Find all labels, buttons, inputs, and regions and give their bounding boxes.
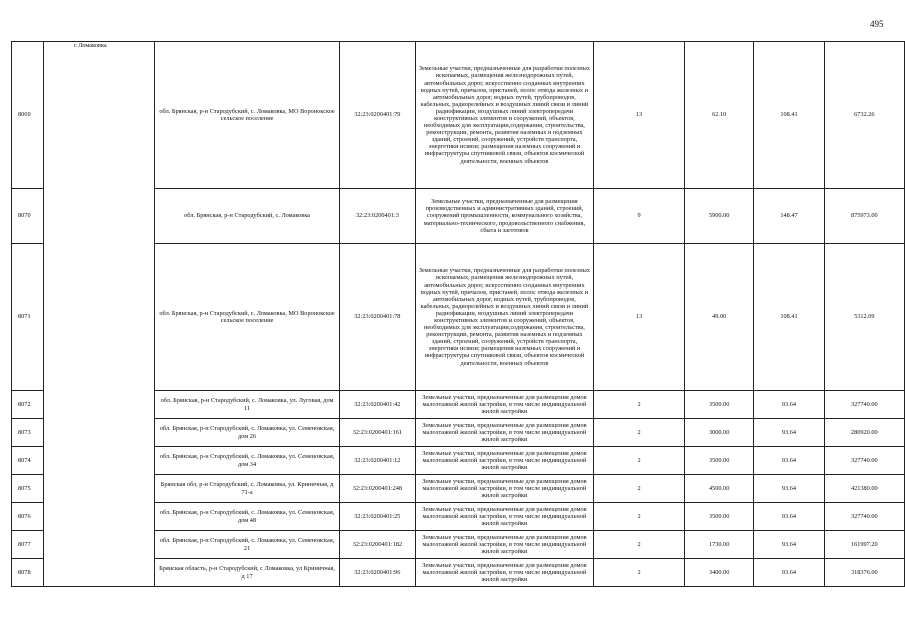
value-cell: 875973.00 — [824, 189, 904, 244]
land-use-cell: Земельные участки, предназначенные для размещения домов малоэтажной жилой застройки, в том числе индивидуальной жилой застройки — [415, 531, 593, 559]
rate-cell: 148.47 — [754, 189, 824, 244]
cadastral-number-cell: 32:23:0200401:96 — [340, 559, 416, 587]
rate-cell: 108.41 — [754, 42, 824, 189]
rate-cell: 93.64 — [754, 447, 824, 475]
area-cell: 3500.00 — [685, 391, 754, 419]
row-number: 8073 — [12, 419, 44, 447]
land-use-cell: Земельные участки, предназначенные для разработки полезных ископаемых, размещения железнодорожных путей, автомобильных дорог, искусственно созданных внутренних водных путей, причалов, пристаней, полос отвода железных и автомобильных дорог, водных путей, трубопроводов, кабельных, радиорелейных и воздушных линий связи и линий радиофикации, воздушных линий электропередачи конструктивных элементов и сооружений, объектов, необходимых для эксплуатации,содержания, строительства, реконструкции, ремонта, развития наземных и подземных зданий, строений, сооружений, устройств транспорта, энергетики исвязи; размещения наземных сооружений и инфраструктуры спутниковой связи, объектов космической деятельности, военных объектов — [415, 244, 593, 391]
area-cell: 62.10 — [685, 42, 754, 189]
use-code-cell: 2 — [594, 391, 685, 419]
land-use-cell: Земельные участки, предназначенные для разработки полезных ископаемых, размещения железнодорожных путей, автомобильных дорог, искусственно созданных внутренних водных путей, причалов, пристаней, полос отвода железных и автомобильных дорог, водных путей, трубопроводов, кабельных, радиорелейных и воздушных линий связи и линий радиофикации, воздушных линий электропередачи конструктивных элементов и сооружений, объектов, необходимых для эксплуатации,содержания, строительства, реконструкции, ремонта, развития наземных и подземных зданий, строений, сооружений, устройств транспорта, энергетики исвязи; размещения наземных сооружений и инфраструктуры спутниковой связи, объектов космической деятельности, военных объектов — [415, 42, 593, 189]
locality-continuation: с Ломаковка — [43, 42, 154, 587]
cadastral-number-cell: 32:23:0200401:78 — [340, 244, 416, 391]
cadastral-number-cell: 32:23:0200401:248 — [340, 475, 416, 503]
row-number: 8076 — [12, 503, 44, 531]
use-code-cell: 2 — [594, 503, 685, 531]
address-cell: обл. Брянская, р-н Стародубский, с. Ломаковка, ул. Семеновская, дом 48 — [155, 503, 340, 531]
use-code-cell: 2 — [594, 531, 685, 559]
table-row — [12, 42, 905, 189]
area-cell: 3500.00 — [685, 503, 754, 531]
rate-cell: 93.64 — [754, 503, 824, 531]
use-code-cell: 13 — [594, 244, 685, 391]
row-number: 8078 — [12, 559, 44, 587]
land-use-cell: Земельные участки, предназначенные для размещения домов малоэтажной жилой застройки, в том числе индивидуальной жилой застройки — [415, 391, 593, 419]
area-cell: 5900.00 — [685, 189, 754, 244]
cadastral-number-cell: 32:23:0200401:25 — [340, 503, 416, 531]
cadastral-number-cell: 32:23:0200401:161 — [340, 419, 416, 447]
rate-cell: 93.64 — [754, 419, 824, 447]
address-cell: обл. Брянская, р-н Стародубский, с. Ломаковка, МО Воронокское сельское поселение — [155, 244, 340, 391]
address-cell: обл. Брянская, р-н Стародубский, с. Ломаковка, МО Воронокское сельское поселение — [155, 42, 340, 189]
rate-cell: 108.41 — [754, 244, 824, 391]
cadastral-number-cell: 32:23:0200401:12 — [340, 447, 416, 475]
land-use-cell: Земельные участки, предназначенные для размещения домов малоэтажной жилой застройки, в том числе индивидуальной жилой застройки — [415, 419, 593, 447]
address-cell: обл. Брянская, р-н Стародубский, с. Ломаковка — [155, 189, 340, 244]
value-cell: 421380.00 — [824, 475, 904, 503]
value-cell: 161997.20 — [824, 531, 904, 559]
value-cell: 5312.09 — [824, 244, 904, 391]
row-number: 8077 — [12, 531, 44, 559]
area-cell: 3400.00 — [685, 559, 754, 587]
rate-cell: 93.64 — [754, 391, 824, 419]
row-number: 8069 — [12, 42, 44, 189]
row-number: 8075 — [12, 475, 44, 503]
rate-cell: 93.64 — [754, 531, 824, 559]
value-cell: 280920.00 — [824, 419, 904, 447]
land-use-cell: Земельные участки, предназначенные для размещения домов малоэтажной жилой застройки, в том числе индивидуальной жилой застройки — [415, 475, 593, 503]
land-use-cell: Земельные участки, предназначенные для размещения домов малоэтажной жилой застройки, в том числе индивидуальной жилой застройки — [415, 503, 593, 531]
cadastral-number-cell: 32:23:0200401:79 — [340, 42, 416, 189]
area-cell: 1730.00 — [685, 531, 754, 559]
address-cell: обл. Брянская, р-н Стародубский, с. Ломаковка, ул. Семеновская, дом 34 — [155, 447, 340, 475]
cadastral-number-cell: 32:23:0200401:3 — [340, 189, 416, 244]
land-use-cell: Земельные участки, предназначенные для размещения домов малоэтажной жилой застройки, в том числе индивидуальной жилой застройки — [415, 447, 593, 475]
rate-cell: 93.64 — [754, 475, 824, 503]
land-use-cell: Земельные участки, предназначенные для размещения домов малоэтажной жилой застройки, в том числе индивидуальной жилой застройки — [415, 559, 593, 587]
cadastral-number-cell: 32:23:0200401:42 — [340, 391, 416, 419]
address-cell: обл. Брянская, р-н Стародубский, с. Ломаковка, ул. Луговая, дом 11 — [155, 391, 340, 419]
cadastral-number-cell: 32:23:0200401:182 — [340, 531, 416, 559]
address-cell: Брянская обл, р-н Стародубский, с. Ломаковка, ул. Криничная, д 71-а — [155, 475, 340, 503]
row-number: 8074 — [12, 447, 44, 475]
use-code-cell: 2 — [594, 419, 685, 447]
use-code-cell: 13 — [594, 42, 685, 189]
row-number: 8071 — [12, 244, 44, 391]
row-number: 8072 — [12, 391, 44, 419]
use-code-cell: 2 — [594, 559, 685, 587]
area-cell: 3500.00 — [685, 447, 754, 475]
value-cell: 327740.00 — [824, 503, 904, 531]
use-code-cell: 2 — [594, 447, 685, 475]
use-code-cell: 2 — [594, 475, 685, 503]
value-cell: 327740.00 — [824, 391, 904, 419]
use-code-cell: 9 — [594, 189, 685, 244]
area-cell: 4500.00 — [685, 475, 754, 503]
value-cell: 327740.00 — [824, 447, 904, 475]
value-cell: 318376.00 — [824, 559, 904, 587]
address-cell: обл. Брянская, р-н Стародубский, с. Ломаковка, ул. Семеновская, дом 26 — [155, 419, 340, 447]
area-cell: 3000.00 — [685, 419, 754, 447]
value-cell: 6732.26 — [824, 42, 904, 189]
address-cell: Брянская область, р-н Стародубский, с Ломаковка, ул Криничная, д 17 — [155, 559, 340, 587]
rate-cell: 93.64 — [754, 559, 824, 587]
cadastral-table — [11, 41, 905, 587]
address-cell: обл. Брянская, р-н Стародубский, с. Ломаковка, ул. Семеновская, 21 — [155, 531, 340, 559]
row-number: 8070 — [12, 189, 44, 244]
land-use-cell: Земельные участки, предназначенные для размещения производственных и административных зданий, строений, сооружений промышленности, коммунального хозяйства, материально-технического, продовольственного снабжения, сбыта и заготовок — [415, 189, 593, 244]
page-number: 495 — [870, 19, 884, 29]
area-cell: 49.00 — [685, 244, 754, 391]
